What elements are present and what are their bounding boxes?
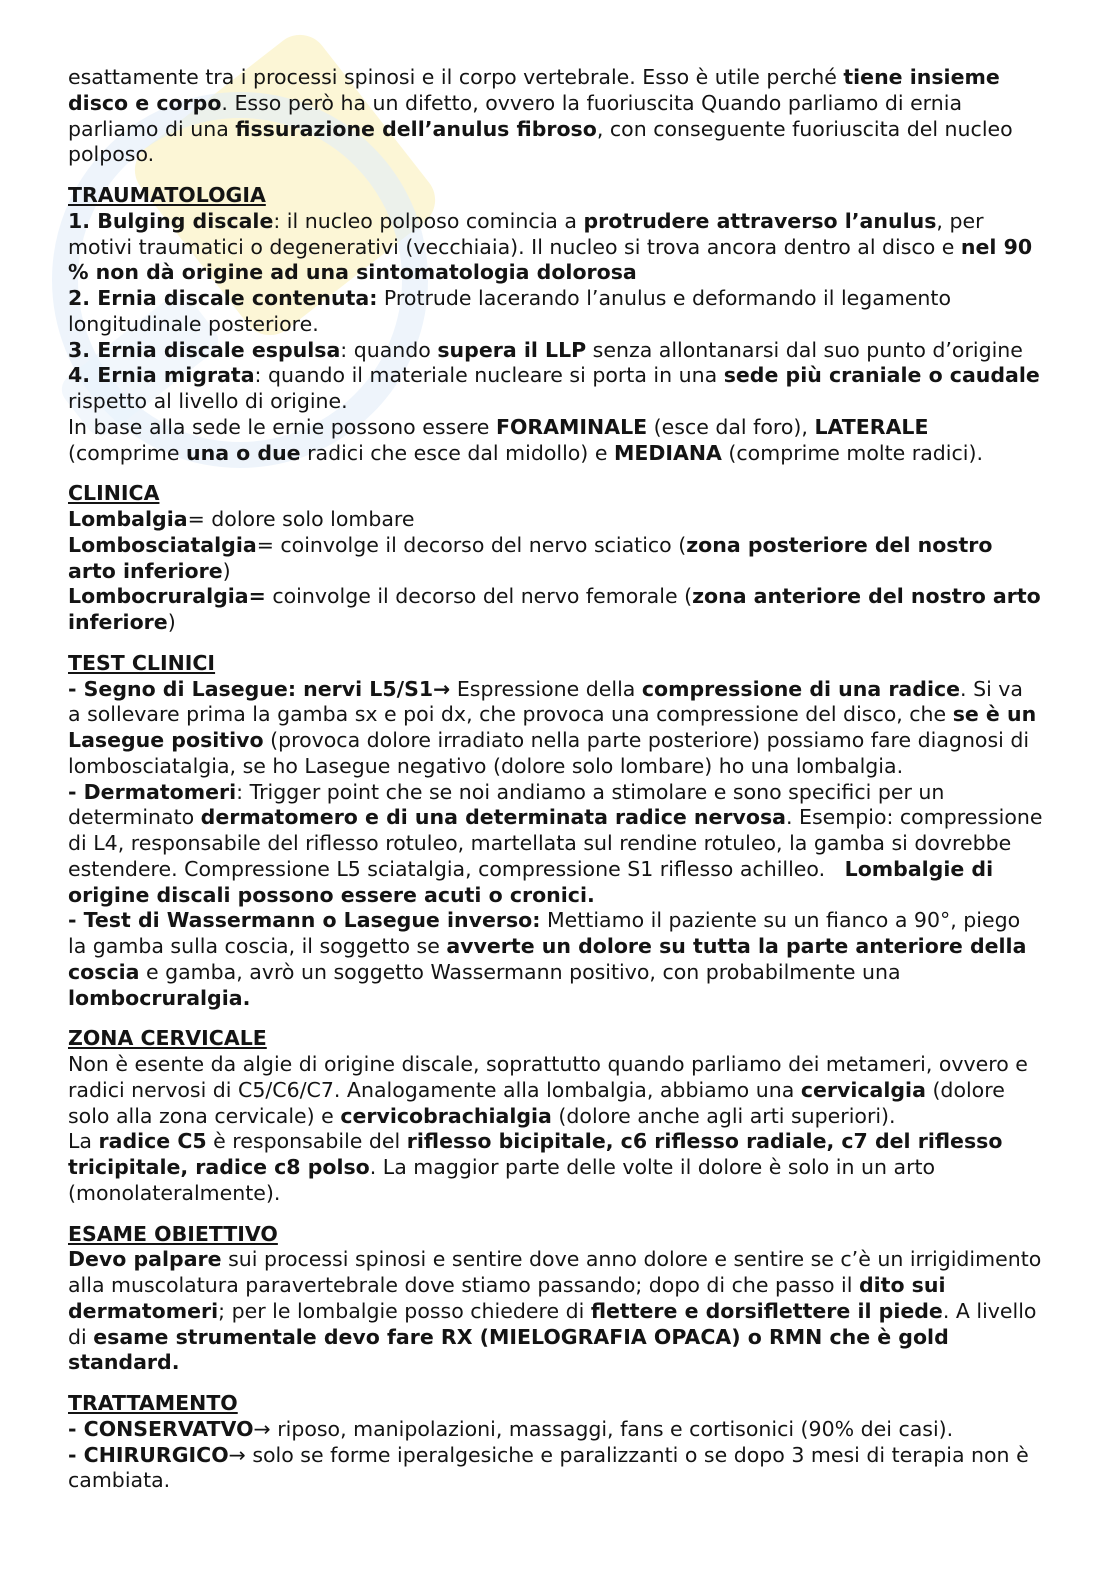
bold-text: - Dermatomeri bbox=[68, 779, 237, 804]
section-clinica bbox=[68, 481, 1108, 636]
text-line bbox=[68, 533, 1108, 559]
bold-text: standard. bbox=[68, 1350, 180, 1375]
text-run: (monolateralmente). bbox=[68, 1180, 281, 1205]
text-run: . A livello bbox=[942, 1298, 1037, 1323]
document-body bbox=[68, 65, 1108, 1494]
text-line bbox=[68, 1078, 1108, 1104]
bold-text: sede più craniale o caudale bbox=[723, 363, 1040, 388]
text-line bbox=[68, 415, 1108, 441]
text-line bbox=[68, 91, 1108, 117]
text-run: esattamente tra i processi spinosi e il corpo vertebrale. Esso è utile perché bbox=[68, 65, 844, 89]
text-run: : quando il materiale nucleare si porta in una bbox=[254, 363, 724, 388]
bold-text: - CHIRURGICO bbox=[68, 1442, 229, 1467]
bold-text: cervicalgia bbox=[800, 1077, 926, 1102]
text-run: determinato bbox=[68, 805, 201, 830]
text-run: estendere. Compressione L5 sciatalgia, compressione S1 riflesso achilleo. bbox=[68, 856, 845, 881]
text-line bbox=[68, 960, 1108, 986]
text-line bbox=[68, 507, 1108, 533]
text-run: parliamo di una bbox=[68, 116, 236, 141]
text-line bbox=[68, 235, 1108, 261]
bold-text: disco e corpo bbox=[68, 90, 222, 115]
bold-text: Lombalgia bbox=[68, 507, 188, 531]
text-line bbox=[68, 389, 1108, 415]
text-run: rispetto al livello di origine. bbox=[68, 389, 348, 413]
text-run: (dolore bbox=[925, 1077, 1005, 1102]
section-heading: ESAME OBIETTIVO bbox=[68, 1221, 278, 1246]
text-run: La bbox=[68, 1129, 99, 1154]
bold-text: dito sui bbox=[858, 1273, 946, 1297]
text-line bbox=[68, 584, 1108, 610]
bold-text: FORAMINALE bbox=[495, 414, 648, 439]
text-run: In base alla sede le ernie possono essere bbox=[68, 414, 496, 439]
bold-text: - CONSERVATVO bbox=[68, 1416, 254, 1441]
bold-text: % non dà origine ad una sintomatologia dolorosa bbox=[68, 260, 637, 285]
text-run: radici nervosi di C5/C6/C7. Analogamente alla lombalgia, abbiamo una bbox=[68, 1077, 801, 1102]
text-run: a sollevare prima la gamba sx e poi dx, che provoca una compressione del disco, che bbox=[68, 702, 953, 727]
text-line bbox=[68, 1129, 1108, 1155]
text-line bbox=[68, 1181, 1108, 1207]
bold-text: lombocruralgia. bbox=[68, 985, 251, 1010]
section-heading: TEST CLINICI bbox=[68, 650, 216, 675]
text-run: ) bbox=[167, 610, 176, 634]
bold-text: una o due bbox=[186, 440, 301, 465]
bold-text: zona posteriore del nostro bbox=[686, 532, 993, 557]
bold-text: flettere e dorsiflettere il piede bbox=[590, 1298, 943, 1323]
text-run: ) bbox=[222, 558, 231, 583]
bold-text: compressione di una radice bbox=[641, 676, 961, 701]
text-run: (comprime bbox=[68, 440, 187, 465]
bold-text: cervicobrachialgia bbox=[340, 1103, 552, 1128]
text-run: : Trigger point che se noi andiamo a stimolare e sono specifici per un bbox=[236, 779, 945, 804]
text-line bbox=[68, 559, 1108, 585]
text-line bbox=[68, 754, 1108, 780]
text-line bbox=[68, 142, 1108, 168]
text-run: Non è esente da algie di origine discale, soprattutto quando parliamo dei metameri, ovvero e bbox=[68, 1052, 1028, 1076]
section-trattamento bbox=[68, 1391, 1108, 1494]
text-run: motivi traumatici o degenerativi (vecchiaia). Il nucleo si trova ancora dentro al disco e bbox=[68, 234, 961, 259]
text-run: ; per le lombalgie posso chiedere di bbox=[218, 1298, 591, 1323]
text-run: polposo. bbox=[68, 142, 155, 167]
text-run: → solo se forme iperalgesiche e paralizzanti o se dopo 3 mesi di terapia non è bbox=[228, 1442, 1029, 1467]
text-run: (comprime molte radici). bbox=[721, 440, 983, 465]
section-heading: CLINICA bbox=[68, 481, 160, 506]
bold-text: 1. Bulging discale bbox=[68, 208, 274, 233]
text-line bbox=[68, 363, 1108, 389]
bold-text: se è un bbox=[952, 702, 1037, 727]
text-line bbox=[68, 1052, 1108, 1078]
bold-text: 3. Ernia discale espulsa bbox=[68, 337, 341, 362]
text-run: cambiata. bbox=[68, 1468, 171, 1493]
bold-text: nel 90 bbox=[960, 234, 1033, 259]
text-line bbox=[68, 117, 1108, 143]
bold-text: Lombosciatalgia bbox=[68, 532, 257, 557]
bold-text: arto inferiore bbox=[68, 558, 223, 583]
bold-text: supera il LLP bbox=[437, 337, 587, 362]
section-test-clinici bbox=[68, 651, 1108, 1012]
text-line bbox=[68, 780, 1108, 806]
bold-text: coscia bbox=[68, 959, 140, 984]
text-line bbox=[68, 610, 1108, 636]
bold-text: fissurazione dell’anulus fibroso bbox=[235, 116, 597, 141]
text-run: , per bbox=[936, 208, 984, 233]
text-line bbox=[68, 677, 1108, 703]
section-esame-obiettivo bbox=[68, 1222, 1108, 1377]
text-run: è responsabile del bbox=[206, 1129, 407, 1154]
text-line bbox=[68, 286, 1108, 312]
text-line bbox=[68, 1443, 1108, 1469]
text-run: alla muscolatura paravertebrale dove stiamo passando; dopo di che passo il bbox=[68, 1273, 859, 1297]
bold-text: Devo palpare bbox=[68, 1247, 222, 1272]
bold-text: LATERALE bbox=[814, 414, 929, 439]
bold-text: riflesso bicipitale, c6 riflesso radiale, c7 del riflesso bbox=[406, 1129, 1003, 1154]
text-line bbox=[68, 1104, 1108, 1130]
section-heading: TRATTAMENTO bbox=[68, 1391, 238, 1415]
text-run: . Esempio: compressione bbox=[785, 805, 1043, 830]
text-run: . La maggior parte delle volte il dolore è solo in un arto bbox=[369, 1155, 936, 1179]
text-line bbox=[68, 1299, 1108, 1325]
text-line bbox=[68, 1468, 1108, 1494]
text-line bbox=[68, 1273, 1108, 1299]
text-run: , con conseguente fuoriuscita del nucleo bbox=[596, 116, 1013, 141]
bold-text: inferiore bbox=[68, 610, 168, 634]
bold-text: Lombalgie di bbox=[844, 856, 994, 881]
text-run: Mettiamo il paziente su un fianco a 90°, piego bbox=[540, 908, 1021, 933]
bold-text: MEDIANA bbox=[613, 440, 722, 465]
text-line bbox=[68, 986, 1108, 1012]
text-run: coinvolge il decorso del nervo femorale ( bbox=[265, 584, 693, 609]
text-run: Protrude lacerando l’anulus e deformando il legamento bbox=[377, 286, 952, 310]
bold-text: origine discali possono essere acuti o cronici. bbox=[68, 882, 595, 907]
text-line bbox=[68, 1417, 1108, 1443]
text-run: radici che esce dal midollo) e bbox=[300, 440, 614, 465]
section-heading: ZONA CERVICALE bbox=[68, 1026, 267, 1051]
bold-text: Lombocruralgia= bbox=[68, 584, 266, 609]
text-run: (provoca dolore irradiato nella parte posteriore) possiamo fare diagnosi di bbox=[263, 728, 1030, 752]
section-heading: TRAUMATOLOGIA bbox=[68, 183, 266, 207]
text-line bbox=[68, 934, 1108, 960]
text-run: lombosciatalgia, se ho Lasegue negativo (dolore solo lombare) ho una lombalgia. bbox=[68, 753, 904, 778]
section-continuation bbox=[68, 65, 1108, 168]
text-run: (dolore anche agli arti superiori). bbox=[551, 1103, 896, 1128]
text-line bbox=[68, 338, 1108, 364]
bold-text: 4. Ernia migrata bbox=[68, 363, 255, 388]
text-line bbox=[68, 1155, 1108, 1181]
text-line bbox=[68, 1325, 1108, 1351]
bold-text: radice C5 bbox=[98, 1129, 207, 1154]
bold-text: tiene insieme bbox=[843, 65, 1000, 89]
text-run: → riposo, manipolazioni, massaggi, fans e cortisonici (90% dei casi). bbox=[253, 1416, 954, 1441]
text-run: solo alla zona cervicale) e bbox=[68, 1103, 341, 1128]
text-run: : il nucleo polposo comincia a bbox=[273, 208, 584, 233]
bold-text: - Test di Wassermann o Lasegue inverso: bbox=[68, 908, 541, 933]
text-line bbox=[68, 883, 1108, 909]
text-run: = dolore solo lombare bbox=[187, 507, 415, 531]
text-line bbox=[68, 1350, 1108, 1376]
text-line bbox=[68, 728, 1108, 754]
bold-text: protrudere attraverso l’anulus bbox=[583, 208, 937, 233]
text-line bbox=[68, 1247, 1108, 1273]
bold-text: dermatomeri bbox=[68, 1298, 219, 1323]
bold-text: esame strumentale devo fare RX (MIELOGRAFIA OPACA) o RMN che è gold bbox=[93, 1324, 949, 1349]
text-line bbox=[68, 312, 1108, 338]
text-run: di bbox=[68, 1324, 94, 1349]
text-run: (esce dal foro), bbox=[647, 414, 815, 439]
text-line bbox=[68, 805, 1108, 831]
text-run: . Si va bbox=[960, 676, 1023, 701]
bold-text: - Segno di Lasegue: nervi L5/S1→ bbox=[68, 676, 451, 701]
text-run: . Esso però ha un difetto, ovvero la fuoriuscita Quando parliamo di ernia bbox=[221, 90, 963, 115]
bold-text: zona anteriore del nostro arto bbox=[692, 584, 1041, 609]
text-line bbox=[68, 702, 1108, 728]
section-zona-cervicale bbox=[68, 1026, 1108, 1206]
text-run: Espressione della bbox=[450, 676, 642, 701]
text-line bbox=[68, 831, 1108, 857]
bold-text: avverte un dolore su tutta la parte anteriore della bbox=[446, 934, 1027, 958]
text-line bbox=[68, 908, 1108, 934]
text-line bbox=[68, 65, 1108, 91]
text-run: longitudinale posteriore. bbox=[68, 311, 319, 336]
bold-text: 2. Ernia discale contenuta: bbox=[68, 286, 378, 310]
text-run: sui processi spinosi e sentire dove anno dolore e sentire se c’è un irrigidimento bbox=[221, 1247, 1042, 1272]
text-run: = coinvolge il decorso del nervo sciatico ( bbox=[256, 532, 687, 557]
bold-text: tricipitale, radice c8 polso bbox=[68, 1155, 370, 1179]
text-line bbox=[68, 260, 1108, 286]
text-run: senza allontanarsi dal suo punto d’origine bbox=[586, 337, 1023, 362]
bold-text: dermatomero e di una determinata radice nervosa bbox=[200, 805, 786, 830]
text-run: la gamba sulla coscia, il soggetto se bbox=[68, 934, 447, 958]
section-traumatologia bbox=[68, 183, 1108, 466]
bold-text: Lasegue positivo bbox=[68, 728, 264, 752]
text-run: : quando bbox=[340, 337, 438, 362]
text-run: di L4, responsabile del riflesso rotuleo, martellata sul rendine rotuleo, la gamba si dovrebbe bbox=[68, 831, 1012, 855]
text-run: e gamba, avrò un soggetto Wassermann positivo, con probabilmente una bbox=[139, 959, 901, 984]
text-line bbox=[68, 209, 1108, 235]
text-line bbox=[68, 857, 1108, 883]
text-line bbox=[68, 441, 1108, 467]
